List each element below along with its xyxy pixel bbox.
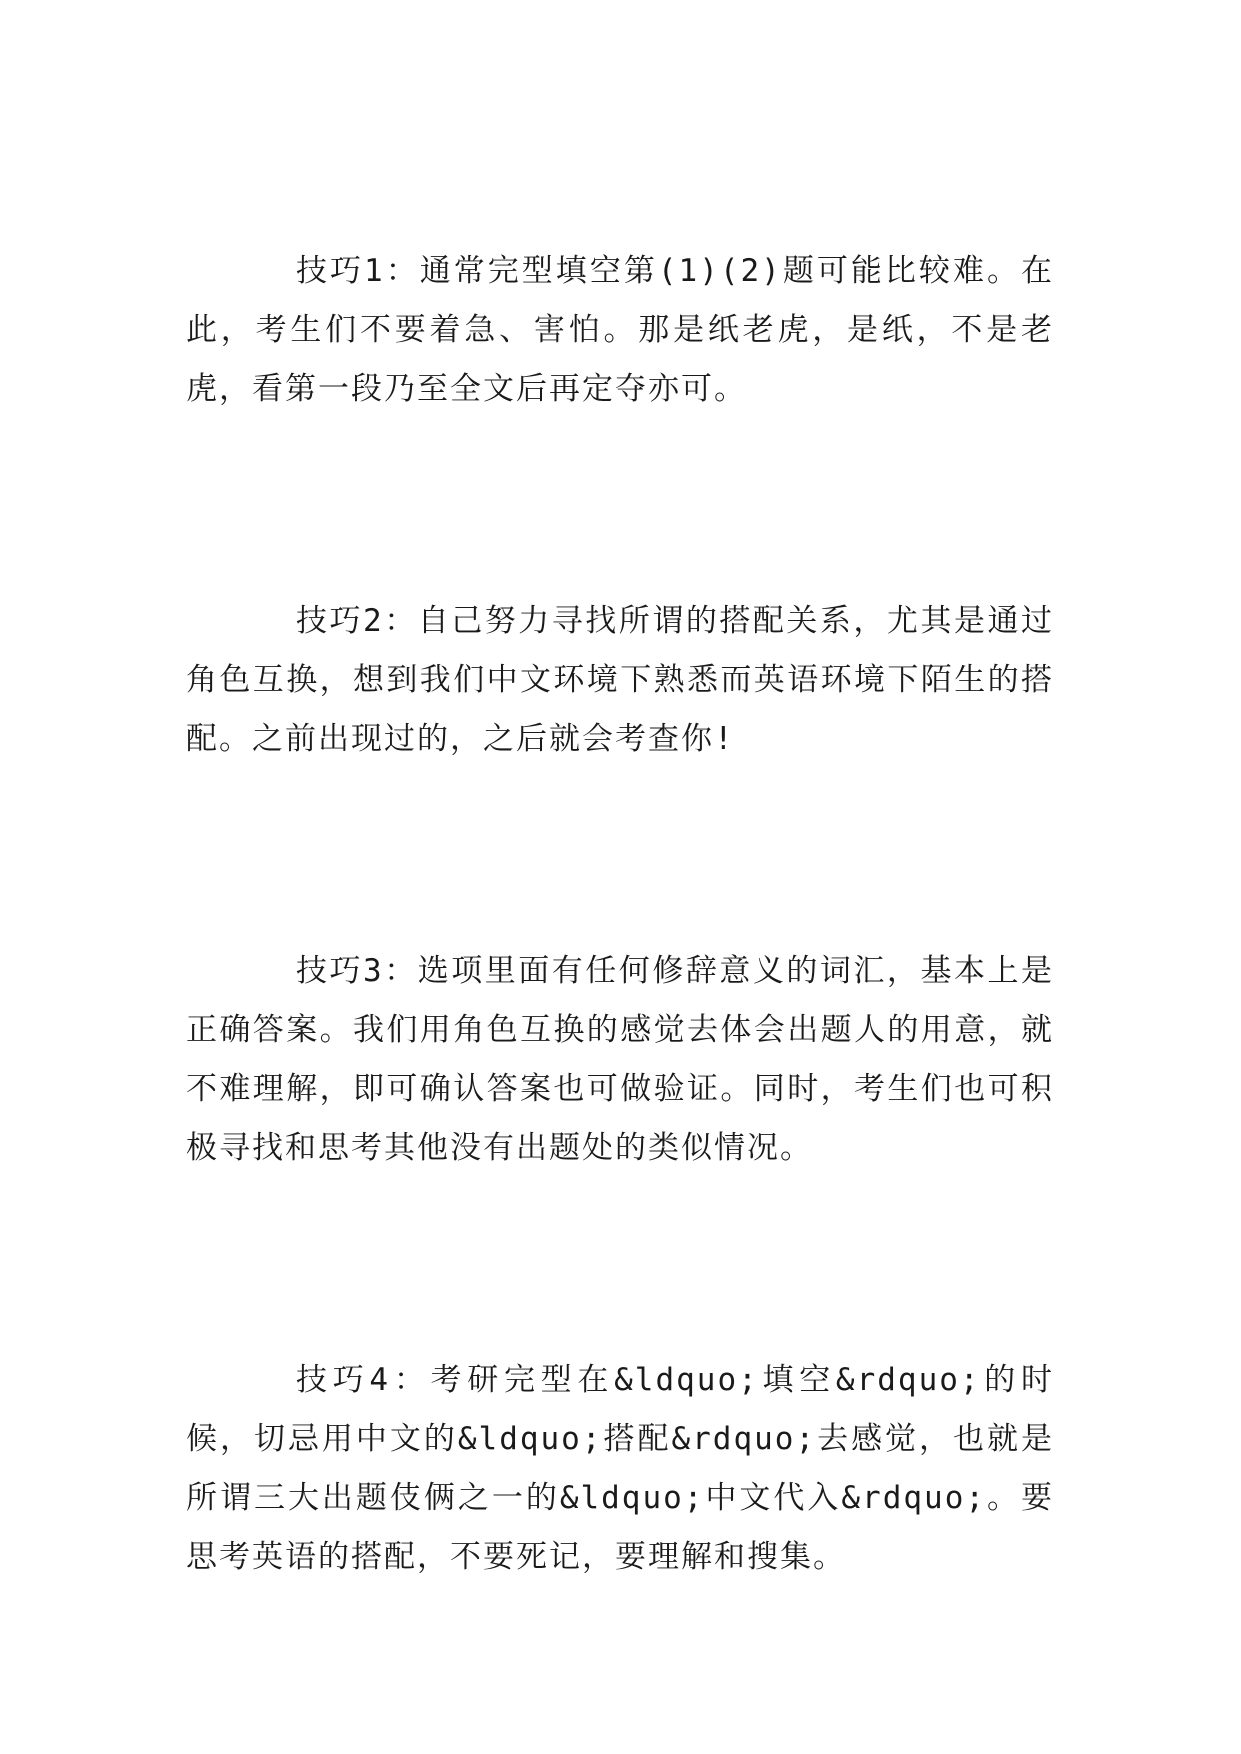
document-body [186,242,1054,1587]
paragraph-tip-2: 技巧2：自己努力寻找所谓的搭配关系，尤其是通过角色互换，想到我们中文环境下熟悉而英语环境下陌生的搭配。之前出现过的，之后就会考查你! [186,603,1054,757]
paragraph-tip-1: 技巧1：通常完型填空第(1)(2)题可能比较难。在此，考生们不要着急、害怕。那是纸老虎，是纸，不是老虎，看第一段乃至全文后再定夺亦可。 [186,253,1054,407]
paragraph-tip-3: 技巧3：选项里面有任何修辞意义的词汇，基本上是正确答案。我们用角色互换的感觉去体会出题人的用意，就不难理解，即可确认答案也可做验证。同时，考生们也可积极寻找和思考其他没有出题处的类似情况。 [186,953,1054,1166]
paragraph-tip-4: 技巧4：考研完型在&ldquo;填空&rdquo;的时候，切忌用中文的&ldquo;搭配&rdquo;去感觉，也就是所谓三大出题伎俩之一的&ldquo;中文代入&rdquo;。要思考英语的搭配，不要死记，要理解和搜集。 [186,1362,1054,1575]
